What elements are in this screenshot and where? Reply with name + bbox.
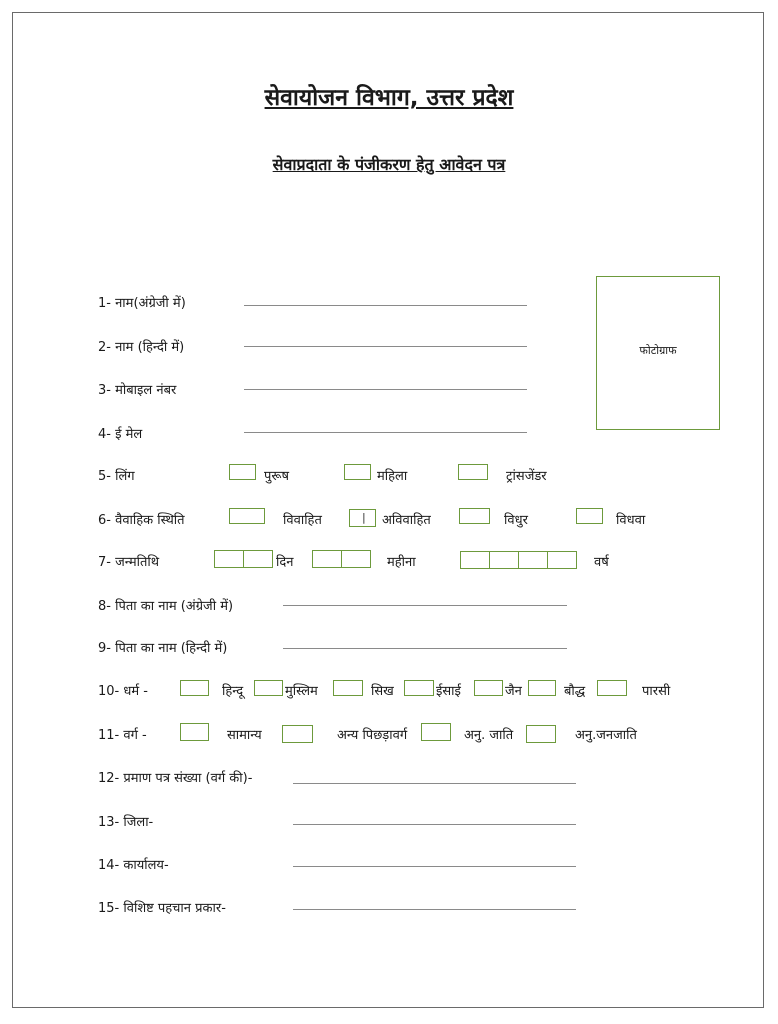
religion-sikh-checkbox[interactable] (333, 680, 363, 696)
field-father-english-line[interactable] (283, 605, 567, 606)
category-general-checkbox[interactable] (180, 723, 209, 741)
field-dob-label: 7- जन्मतिथि (98, 555, 160, 570)
field-id-type-line[interactable] (293, 909, 576, 910)
dob-month-boxes[interactable] (312, 550, 371, 568)
religion-hindu-checkbox[interactable] (180, 680, 209, 696)
field-gender-label: 5- लिंग (98, 469, 135, 484)
religion-jain-label: जैन (505, 684, 522, 699)
field-religion-label: 10- धर्म - (98, 684, 148, 699)
photo-box[interactable] (596, 276, 720, 430)
category-sc-checkbox[interactable] (421, 723, 451, 741)
field-mobile-label: 3- मोबाइल नंबर (98, 383, 177, 398)
photo-label: फोटोग्राफ (639, 344, 677, 357)
field-mobile-line[interactable] (244, 389, 527, 390)
marital-unmarried-mark: | (362, 511, 366, 524)
field-name-hindi-label: 2- नाम (हिन्दी में) (98, 340, 185, 355)
religion-buddhist-checkbox[interactable] (528, 680, 556, 696)
marital-married-label: विवाहित (283, 513, 322, 528)
category-obc-checkbox[interactable] (282, 725, 313, 743)
marital-unmarried-checkbox[interactable] (349, 509, 376, 527)
religion-christian-checkbox[interactable] (404, 680, 434, 696)
religion-christian-label: ईसाई (436, 684, 461, 699)
religion-muslim-label: मुस्लिम (285, 684, 318, 699)
dob-year-boxes[interactable] (460, 551, 577, 569)
field-office-label: 14- कार्यालय- (98, 858, 169, 873)
field-office-line[interactable] (293, 866, 576, 867)
dob-day-boxes[interactable] (214, 550, 273, 568)
religion-parsi-checkbox[interactable] (597, 680, 627, 696)
field-name-english-label: 1- नाम(अंग्रेजी में) (98, 296, 186, 311)
field-district-label: 13- जिला- (98, 815, 154, 830)
dob-month-label: महीना (387, 555, 416, 570)
field-certificate-line[interactable] (293, 783, 576, 784)
marital-unmarried-label: अविवाहित (382, 513, 431, 528)
field-father-english-label: 8- पिता का नाम (अंग्रेजी में) (98, 599, 234, 614)
form-subtitle: सेवाप्रदाता के पंजीकरण हेतु आवेदन पत्र (272, 155, 506, 174)
category-sc-label: अनु. जाति (464, 728, 514, 743)
page-title: सेवायोजन विभाग, उत्तर प्रदेश (264, 85, 514, 111)
category-st-label: अनु.जनजाति (575, 728, 637, 743)
gender-female-label: महिला (377, 469, 408, 484)
marital-widower-checkbox[interactable] (459, 508, 490, 524)
field-father-hindi-line[interactable] (283, 648, 567, 649)
field-name-hindi-line[interactable] (244, 346, 527, 347)
field-email-line[interactable] (244, 432, 527, 433)
gender-female-checkbox[interactable] (344, 464, 371, 480)
religion-muslim-checkbox[interactable] (254, 680, 283, 696)
dob-year-label: वर्ष (594, 555, 609, 570)
field-email-label: 4- ई मेल (98, 427, 143, 442)
gender-male-checkbox[interactable] (229, 464, 256, 480)
religion-jain-checkbox[interactable] (474, 680, 503, 696)
field-name-english-line[interactable] (244, 305, 527, 306)
religion-parsi-label: पारसी (642, 684, 671, 699)
field-father-hindi-label: 9- पिता का नाम (हिन्दी में) (98, 641, 228, 656)
marital-married-checkbox[interactable] (229, 508, 265, 524)
field-id-type-label: 15- विशिष्ट पहचान प्रकार- (98, 901, 226, 916)
marital-widower-label: विधुर (504, 513, 528, 528)
marital-widow-checkbox[interactable] (576, 508, 603, 524)
field-certificate-label: 12- प्रमाण पत्र संख्या (वर्ग की)- (98, 771, 253, 786)
religion-buddhist-label: बौद्ध (564, 684, 586, 699)
category-st-checkbox[interactable] (526, 725, 556, 743)
gender-male-label: पुरूष (264, 469, 289, 484)
field-district-line[interactable] (293, 824, 576, 825)
category-general-label: सामान्य (227, 728, 262, 743)
religion-sikh-label: सिख (371, 684, 394, 699)
gender-transgender-label: ट्रांसजेंडर (506, 469, 547, 484)
dob-day-label: दिन (276, 555, 294, 570)
gender-transgender-checkbox[interactable] (458, 464, 488, 480)
category-obc-label: अन्य पिछड़ावर्ग (337, 728, 408, 743)
field-category-label: 11- वर्ग - (98, 728, 147, 743)
marital-widow-label: विधवा (616, 513, 646, 528)
religion-hindu-label: हिन्दू (222, 684, 244, 699)
field-marital-label: 6- वैवाहिक स्थिति (98, 513, 185, 528)
